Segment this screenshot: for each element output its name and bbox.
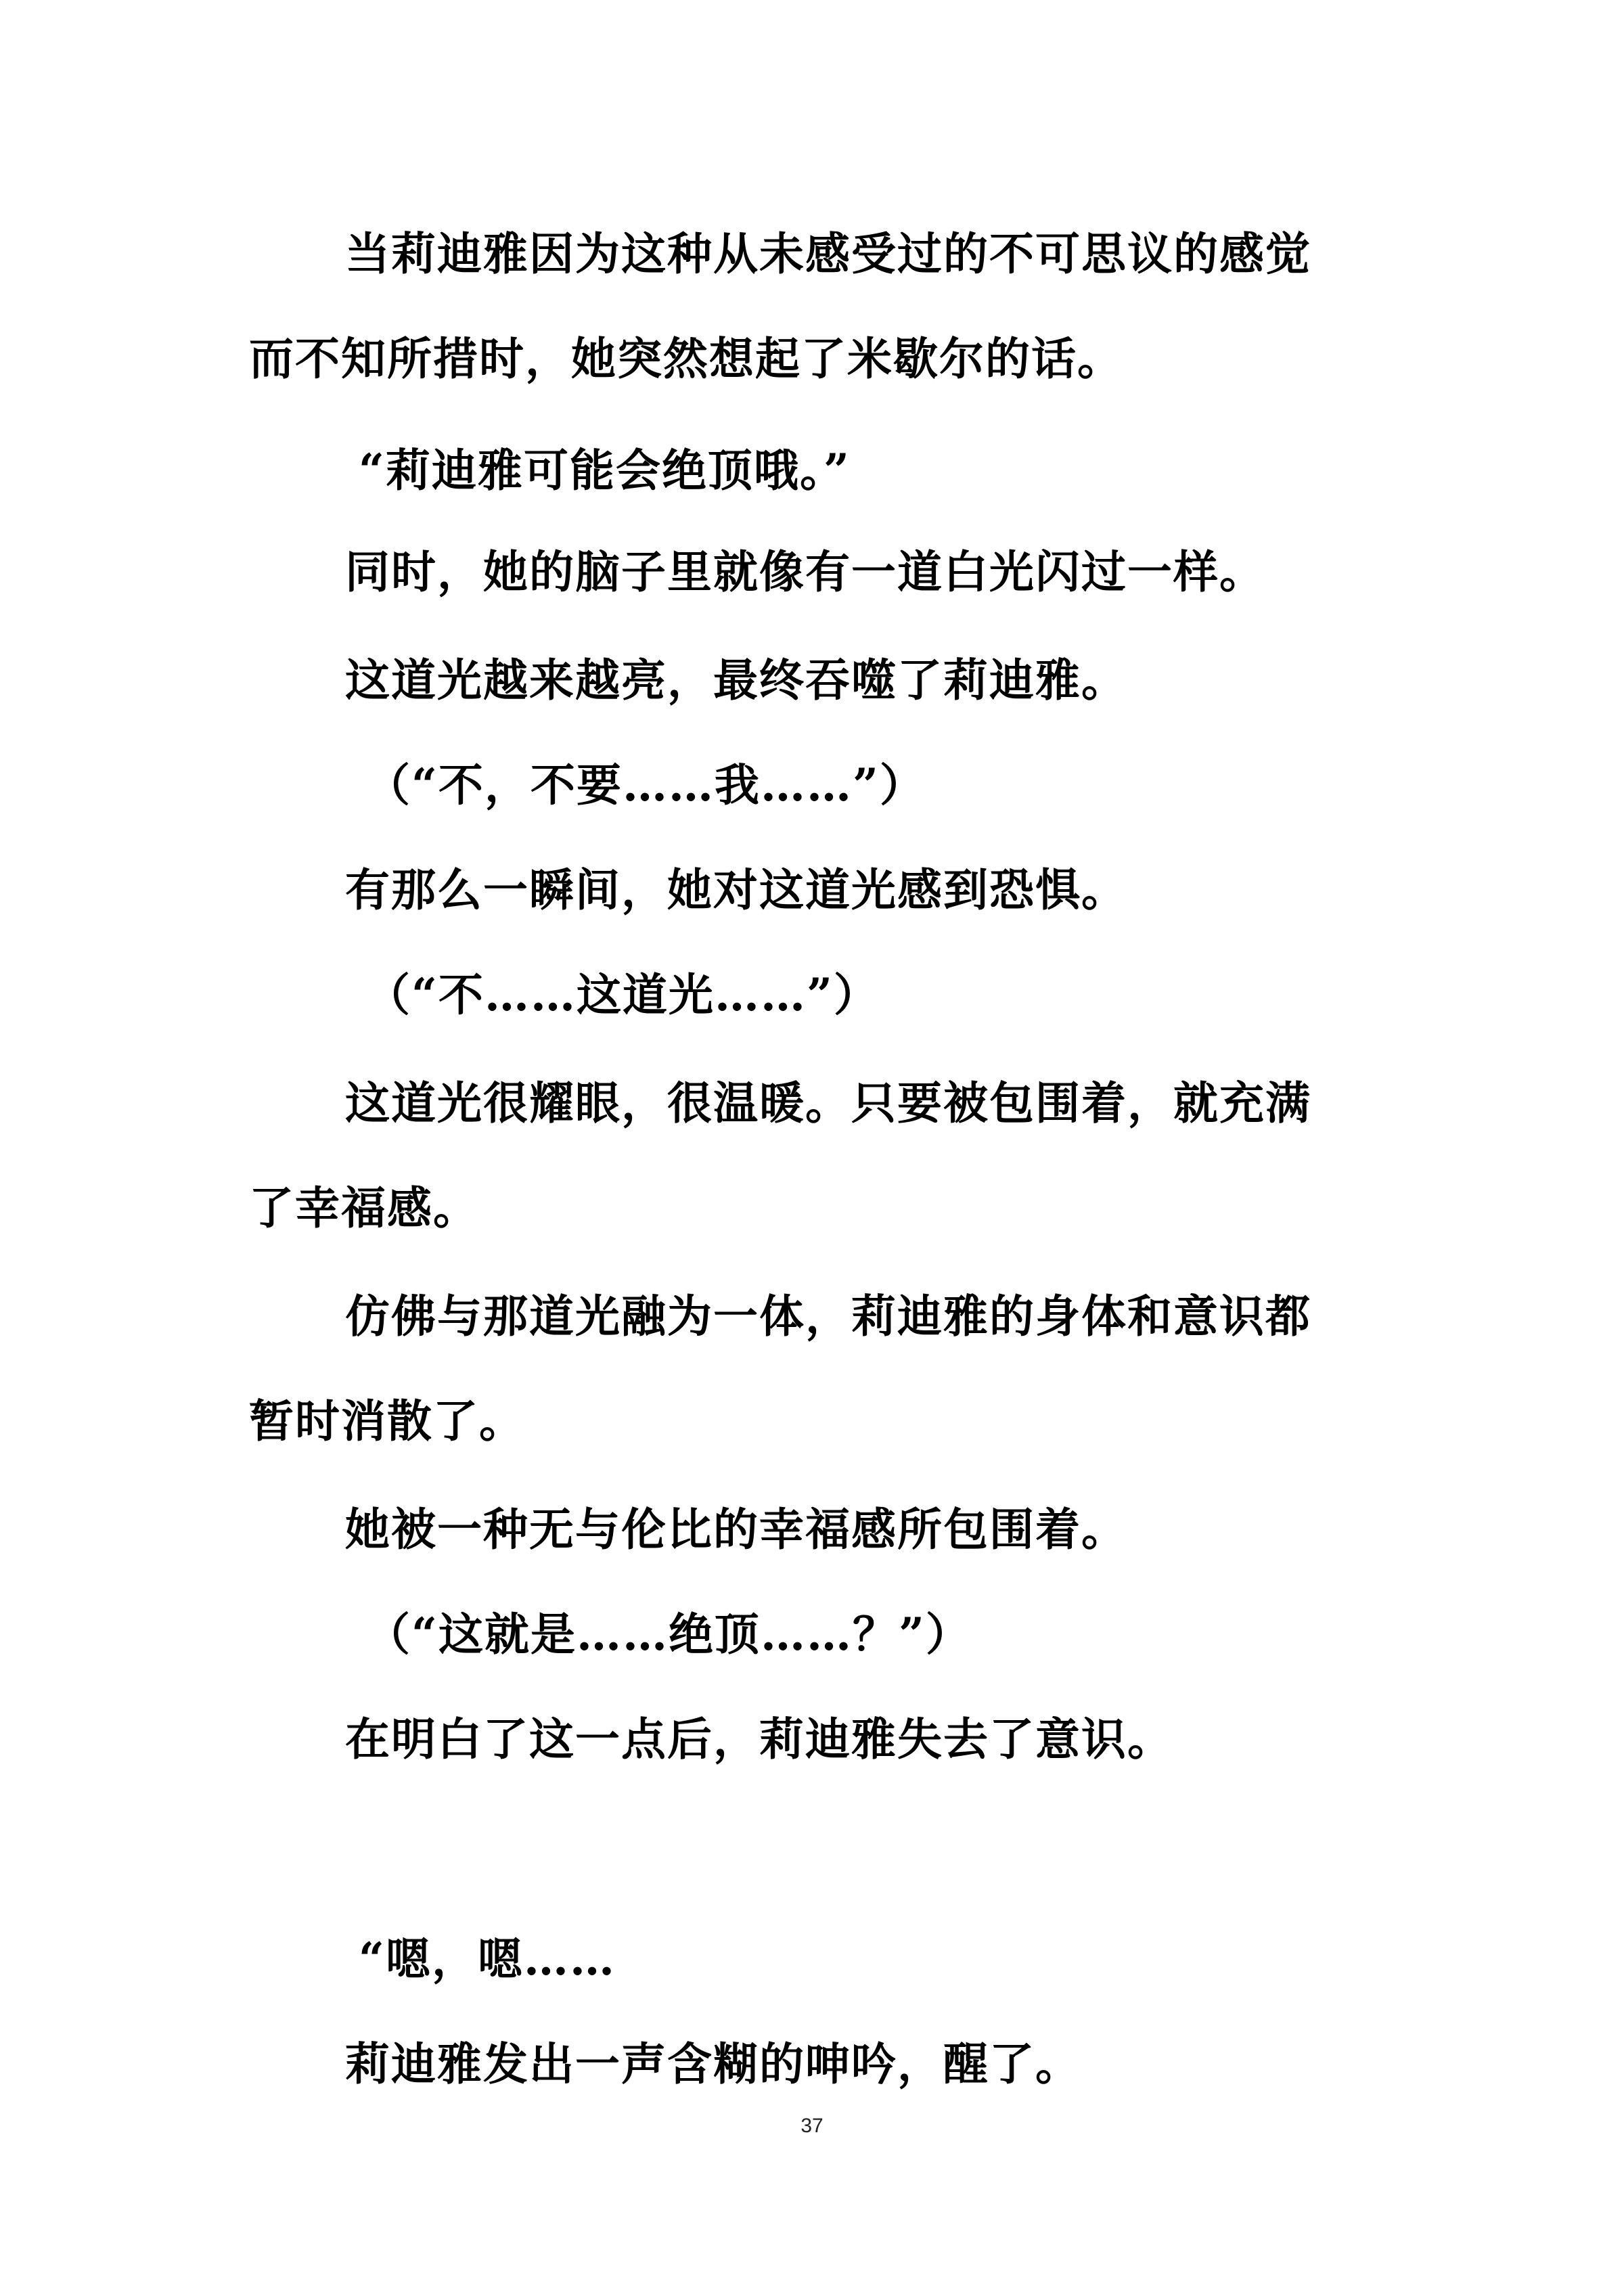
text-line: 有那么一瞬间，她对这道光感到恐惧。 <box>345 863 1127 916</box>
text-line: 同时，她的脑子里就像有一道白光闪过一样。 <box>345 545 1265 598</box>
text-line: 了幸福感。 <box>249 1181 479 1234</box>
page-number: 37 <box>800 2115 824 2137</box>
text-line: “莉迪雅可能会绝顶哦。” <box>359 444 851 497</box>
text-line: （“这就是……绝顶……？”） <box>365 1608 972 1661</box>
text-line: 这道光越来越亮，最终吞噬了莉迪雅。 <box>345 654 1127 706</box>
text-line: 而不知所措时，她突然想起了米歇尔的话。 <box>249 332 1123 385</box>
text-line: （“不……这道光……”） <box>365 968 880 1021</box>
text-line: “嗯，嗯…… <box>359 1933 616 1985</box>
text-line: 仿佛与那道光融为一体，莉迪雅的身体和意识都 <box>345 1290 1311 1343</box>
text-line: 莉迪雅发出一声含糊的呻吟，醒了。 <box>345 2038 1081 2090</box>
text-line: 暂时消散了。 <box>249 1395 525 1447</box>
text-line: 她被一种无与伦比的幸福感所包围着。 <box>345 1503 1127 1556</box>
text-line: （“不，不要……我……”） <box>365 759 926 811</box>
text-line: 当莉迪雅因为这种从未感受过的不可思议的感觉 <box>345 227 1311 280</box>
text-line: 这道光很耀眼，很温暖。只要被包围着，就充满 <box>345 1077 1311 1129</box>
text-line: 在明白了这一点后，莉迪雅失去了意识。 <box>345 1713 1173 1765</box>
